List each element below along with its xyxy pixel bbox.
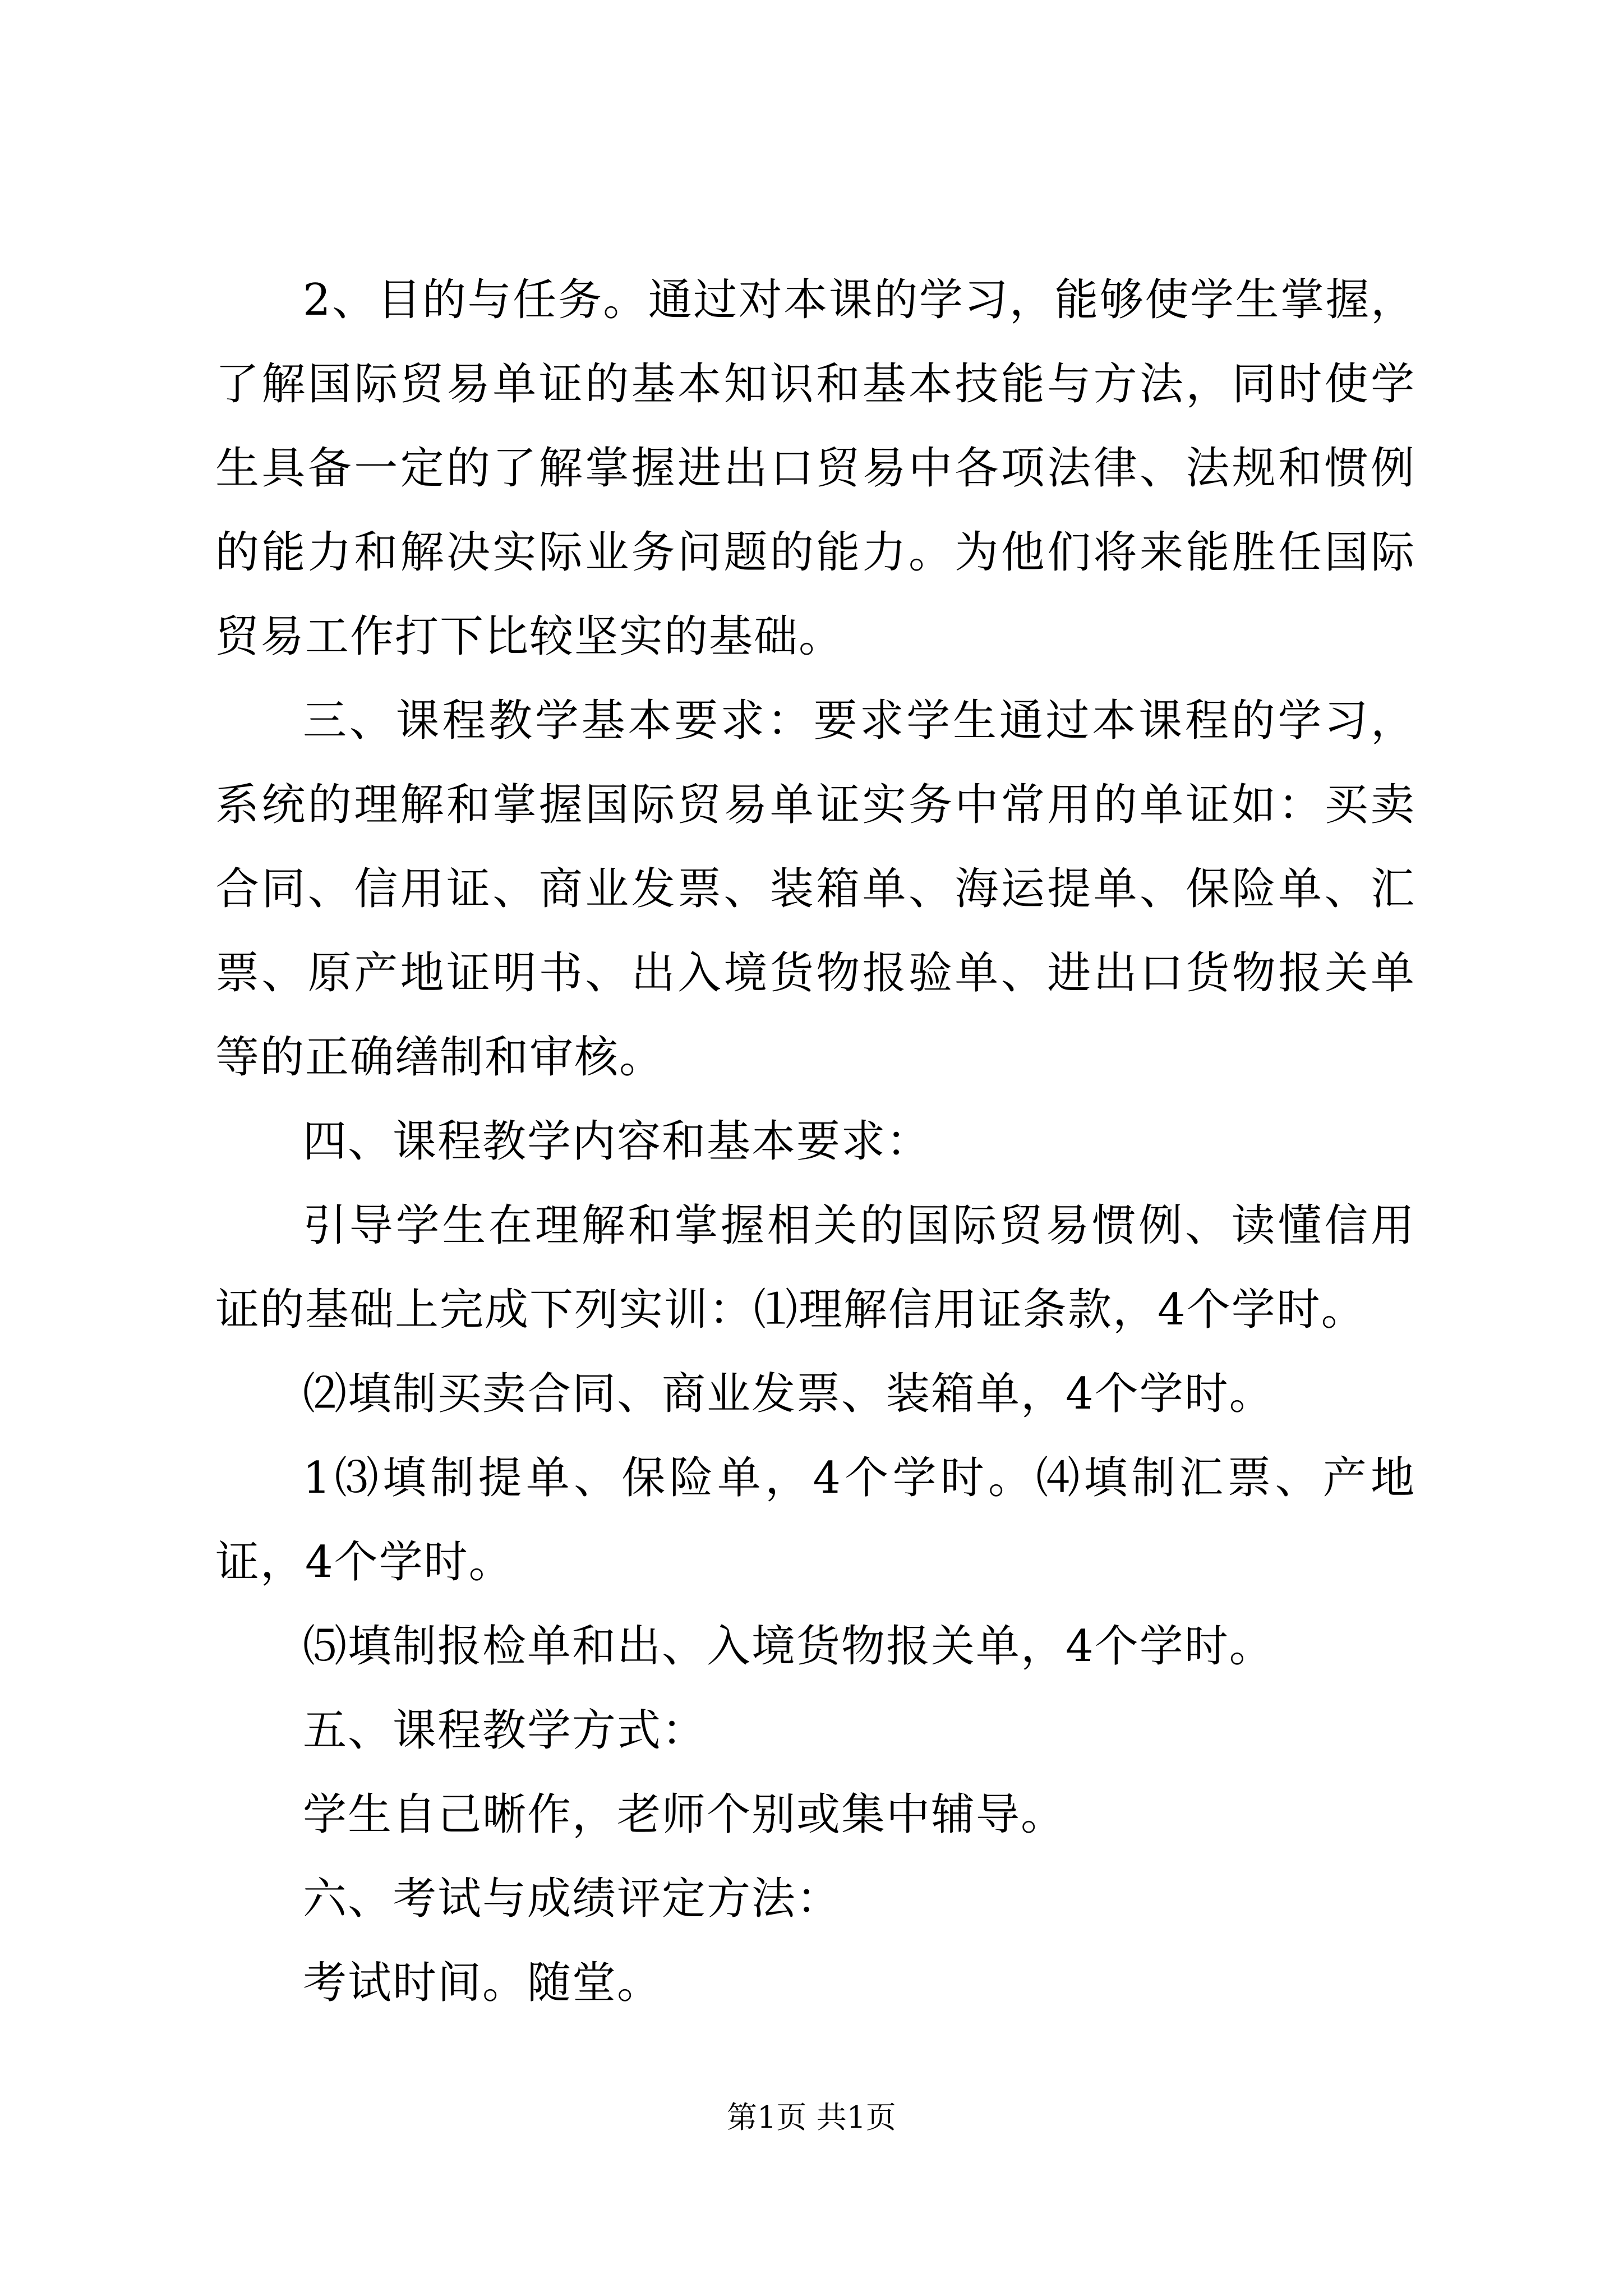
paragraph-teaching-method: 学生自己晰作，老师个别或集中辅导。 xyxy=(303,1789,1066,1840)
paragraph-exam-time: 考试时间。随堂。 xyxy=(303,1958,662,2008)
paragraph-purpose-and-tasks: 2、目的与任务。通过对本课的学习，能够使学生掌握，了解国际贸易单证的基本知识和基本技能与方法，同时使学生具备一定的了解掌握进出口贸易中各项法律、法规和惯例的能力和解决实际业务问题的能力。为他们将来能胜任国际贸易工作打下比较坚实的基础。 xyxy=(215,275,1415,662)
paragraph-training-item-5: ⑸填制报检单和出、入境货物报关单，4个学时。 xyxy=(303,1621,1274,1672)
paragraph-training-intro: 引导学生在理解和掌握相关的国际贸易惯例、读懂信用证的基础上完成下列实训：⑴理解信用证条款，4个学时。 xyxy=(215,1200,1415,1335)
document-body xyxy=(215,258,1415,2025)
page-number: 第1页 共1页 xyxy=(727,2100,896,2135)
heading-content-and-requirements: 四、课程教学内容和基本要求： xyxy=(303,1116,932,1167)
heading-exam-and-grading: 六、考试与成绩评定方法： xyxy=(303,1874,842,1924)
paragraph-training-item-2: ⑵填制买卖合同、商业发票、装箱单，4个学时。 xyxy=(303,1369,1274,1419)
heading-teaching-method: 五、课程教学方式： xyxy=(303,1705,707,1756)
paragraph-basic-requirements: 三、课程教学基本要求：要求学生通过本课程的学习，系统的理解和掌握国际贸易单证实务中常用的单证如：买卖合同、信用证、商业发票、装箱单、海运提单、保险单、汇票、原产地证明书、出入境货物报验单、进出口货物报关单等的正确缮制和审核。 xyxy=(215,696,1415,1083)
paragraph-training-item-3-4: 1⑶填制提单、保险单，4个学时。⑷填制汇票、产地证，4个学时。 xyxy=(215,1453,1415,1588)
page-footer xyxy=(0,2095,1623,2140)
